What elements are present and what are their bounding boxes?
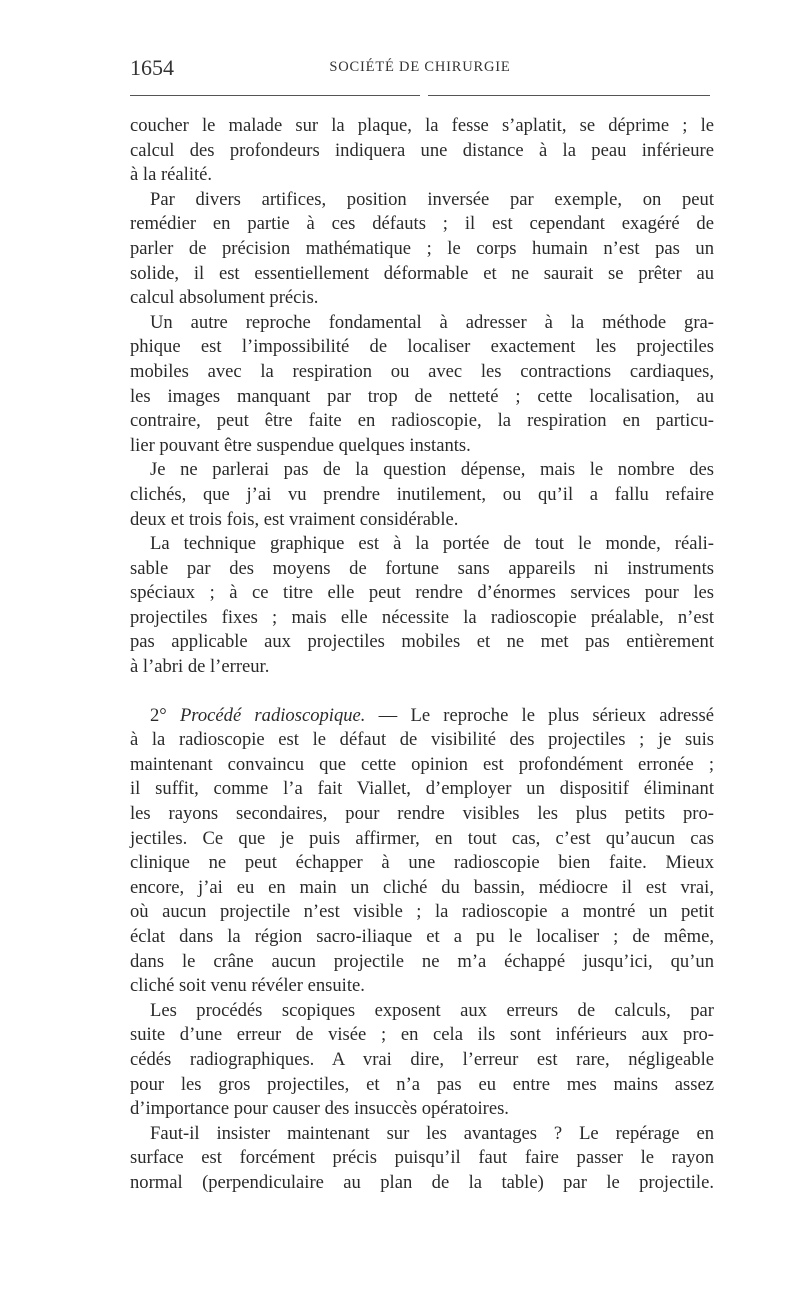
text-line: phique est l’impossibilité de localiser exactement les projectiles [130, 336, 714, 358]
text-line: surface est forcément précis puisqu’il faut faire passer le rayon [130, 1147, 714, 1169]
body-text [130, 114, 714, 1196]
text-line: cédés radiographiques. A vrai dire, l’erreur est rare, négligeable [130, 1048, 714, 1070]
page-header [130, 55, 710, 87]
text-line: coucher le malade sur la plaque, la fesse s’aplatit, se déprime ; le [130, 115, 714, 136]
paragraph-6 [130, 704, 714, 999]
paragraph-1 [130, 114, 714, 188]
header-rule-right [428, 95, 710, 96]
text-line: parler de précision mathématique ; le corps humain n’est pas un [130, 237, 714, 259]
text-line: cliché soit venu révéler ensuite. [130, 975, 365, 997]
section-number: 2° [150, 704, 180, 726]
text-line: clichés, que j’ai vu prendre inutilement, ou qu’il a fallu refaire [130, 483, 714, 505]
text-line: Un autre reproche fondamental à adresser à la méthode gra- [150, 311, 714, 333]
text-line: remédier en partie à ces défauts ; il est cependant exagéré de [130, 213, 714, 235]
section-title: Procédé radioscopique. [179, 704, 366, 726]
text-line: à la réalité. [130, 164, 213, 186]
paragraph-8 [130, 1122, 714, 1196]
text-line: suite d’une erreur de visée ; en cela ils sont inférieurs aux pro- [130, 1024, 714, 1046]
text-line: spéciaux ; à ce titre elle peut rendre d’énormes services pour les [130, 582, 714, 604]
text-line: clinique ne peut échapper à une radioscopie bien faite. Mieux [130, 852, 714, 874]
text-line: deux et trois fois, est vraiment considérable. [130, 508, 459, 530]
text-line: maintenant convaincu que cette opinion est profondément erronée ; [130, 753, 714, 775]
text-line: les images manquant par trop de netteté ; cette localisation, au [130, 385, 714, 407]
paragraph-5 [130, 532, 714, 680]
text-line: encore, j’ai eu en main un cliché du bassin, médiocre il est vrai, [130, 876, 714, 898]
text-line: Les procédés scopiques exposent aux erreurs de calculs, par [150, 999, 714, 1021]
text-line: Je ne parlerai pas de la question dépense, mais le nombre des [150, 459, 714, 481]
text-line: où aucun projectile n’est visible ; la radioscopie a montré un petit [130, 901, 714, 923]
paragraph-4 [130, 458, 714, 532]
text-line: pour les gros projectiles, et n’a pas eu entre mes mains assez [130, 1073, 714, 1095]
section-gap [130, 680, 714, 704]
text-line: jectiles. Ce que je puis affirmer, en tout cas, c’est qu’aucun cas [130, 827, 714, 849]
header-rule-left [130, 95, 420, 96]
text-line: contraire, peut être faite en radioscopie, la respiration en particu- [130, 410, 714, 432]
text-line: projectiles fixes ; mais elle nécessite la radioscopie préalable, n’est [130, 606, 714, 628]
text-line: il suffit, comme l’a fait Viallet, d’employer un dispositif éliminant [130, 778, 714, 800]
text-line: les rayons secondaires, pour rendre visibles les plus petits pro- [130, 803, 714, 825]
paragraph-2 [130, 188, 714, 311]
paragraph-7 [130, 999, 714, 1122]
text-line: sable par des moyens de fortune sans appareils ni instruments [130, 557, 714, 579]
text-line: La technique graphique est à la portée de tout le monde, réali- [150, 533, 714, 555]
text-line: pas applicable aux projectiles mobiles et ne met pas entièrement [130, 631, 714, 653]
text-line: lier pouvant être suspendue quelques instants. [130, 434, 471, 456]
text-line: calcul absolument précis. [130, 287, 319, 309]
text-line: à l’abri de l’erreur. [130, 656, 270, 678]
text-line: Par divers artifices, position inversée par exemple, on peut [150, 188, 714, 210]
page-number: 1654 [130, 55, 174, 80]
text-line: mobiles avec la respiration ou avec les contractions cardiaques, [130, 360, 714, 382]
paragraph-3 [130, 311, 714, 459]
running-head: SOCIÉTÉ DE CHIRURGIE [329, 59, 511, 75]
section-heading-line [130, 704, 714, 729]
text-line: d’importance pour causer des insuccès opératoires. [130, 1098, 509, 1120]
text-line: éclat dans la région sacro-iliaque et a pu le localiser ; de même, [130, 926, 714, 947]
text-line: solide, il est essentiellement déformable et ne saurait se prêter au [130, 262, 714, 284]
text-line: Faut-il insister maintenant sur les avantages ? Le repérage en [150, 1122, 714, 1144]
text-line: à la radioscopie est le défaut de visibilité des projectiles ; je suis [130, 729, 714, 751]
text-line: dans le crâne aucun projectile ne m’a échappé jusqu’ici, qu’un [130, 950, 714, 972]
text-line: calcul des profondeurs indiquera une distance à la peau inférieure [130, 139, 714, 161]
text-line: normal (perpendiculaire au plan de la table) par le projectile. [130, 1171, 714, 1193]
text-fragment: — Le reproche le plus sérieux adressé [365, 704, 714, 726]
